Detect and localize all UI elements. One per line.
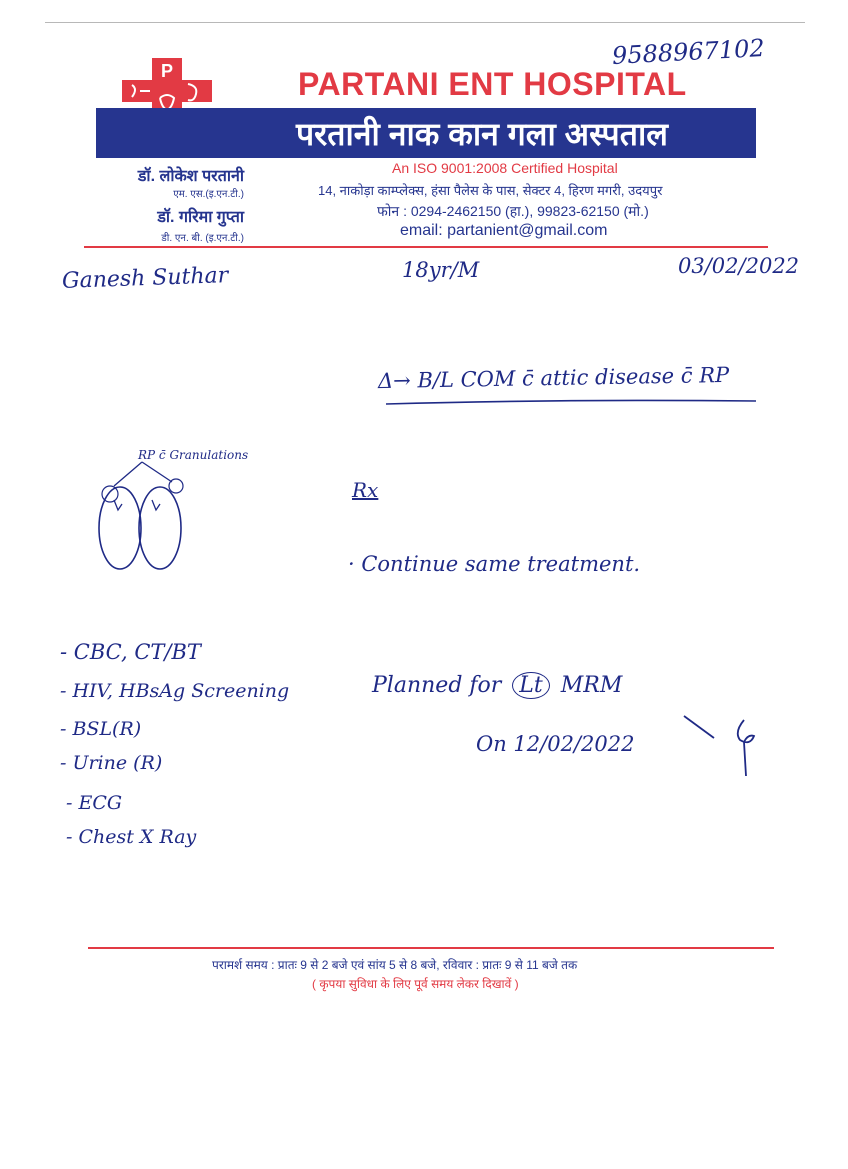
visit-date: 03/02/2022 — [678, 254, 800, 278]
investigation-item: - CBC, CT/BT — [60, 640, 201, 664]
address: 14, नाकोड़ा काम्प्लेक्स, हंसा पैलेस के पास, सेक्टर 4, हिरण मगरी, उदयपुर — [318, 183, 663, 198]
plan-side: Lt — [512, 672, 549, 699]
plan-date: On 12/02/2022 — [476, 732, 635, 756]
rx-symbol: Rx — [352, 478, 379, 502]
investigation-item: - Urine (R) — [60, 752, 163, 774]
doctor-qualification-2: डी. एन. बी. (इ.एन.टी.) — [161, 233, 244, 244]
rx-instruction: · Continue same treatment. — [348, 552, 641, 576]
phone: फोन : 0294-2462150 (हा.), 99823-62150 (मो.) — [377, 203, 649, 219]
footer-divider — [88, 947, 774, 949]
investigation-item: - BSL(R) — [60, 718, 142, 740]
diagnosis-underline — [384, 396, 758, 408]
plan-procedure: MRM — [560, 673, 623, 698]
investigation-item: - ECG — [66, 792, 123, 814]
tympanic-membrane-diagram — [80, 458, 200, 578]
patient-age-sex: 18yr/M — [402, 258, 480, 282]
plan-line — [372, 672, 622, 699]
logo-letter: P — [160, 61, 174, 81]
header-divider — [84, 246, 768, 248]
diagram-label: RP c̄ Granulations — [138, 448, 249, 462]
investigation-item: - Chest X Ray — [66, 826, 197, 848]
top-divider — [45, 22, 805, 23]
doctor-name-1: डॉ. लोकेश परतानी — [137, 168, 244, 185]
email: email: partanient@gmail.com — [400, 222, 608, 239]
doctor-name-2: डॉ. गरिमा गुप्ता — [157, 209, 244, 226]
certification: An ISO 9001:2008 Certified Hospital — [392, 160, 618, 176]
doctor-signature — [680, 712, 770, 782]
doctor-qualification-1: एम. एस.(इ.एन.टी.) — [173, 189, 244, 200]
plan-text: Planned for — [372, 673, 502, 698]
appointment-note: ( कृपया सुविधा के लिए पूर्व समय लेकर दिखावें ) — [312, 977, 519, 991]
hospital-name-en: PARTANI ENT HOSPITAL — [298, 66, 687, 102]
consultation-hours: परामर्श समय : प्रातः 9 से 2 बजे एवं सांय 5 से 8 बजे, रविवार : प्रातः 9 से 11 बजे तक — [212, 958, 578, 972]
diagnosis: Δ→ B/L COM c̄ attic disease c̄ RP — [377, 362, 730, 394]
handwritten-phone: 9588967102 — [611, 34, 766, 70]
investigation-item: - HIV, HBsAg Screening — [60, 680, 290, 702]
patient-name: Ganesh Suthar — [61, 263, 229, 294]
hospital-name-hi: परतानी नाक कान गला अस्पताल — [296, 116, 668, 152]
